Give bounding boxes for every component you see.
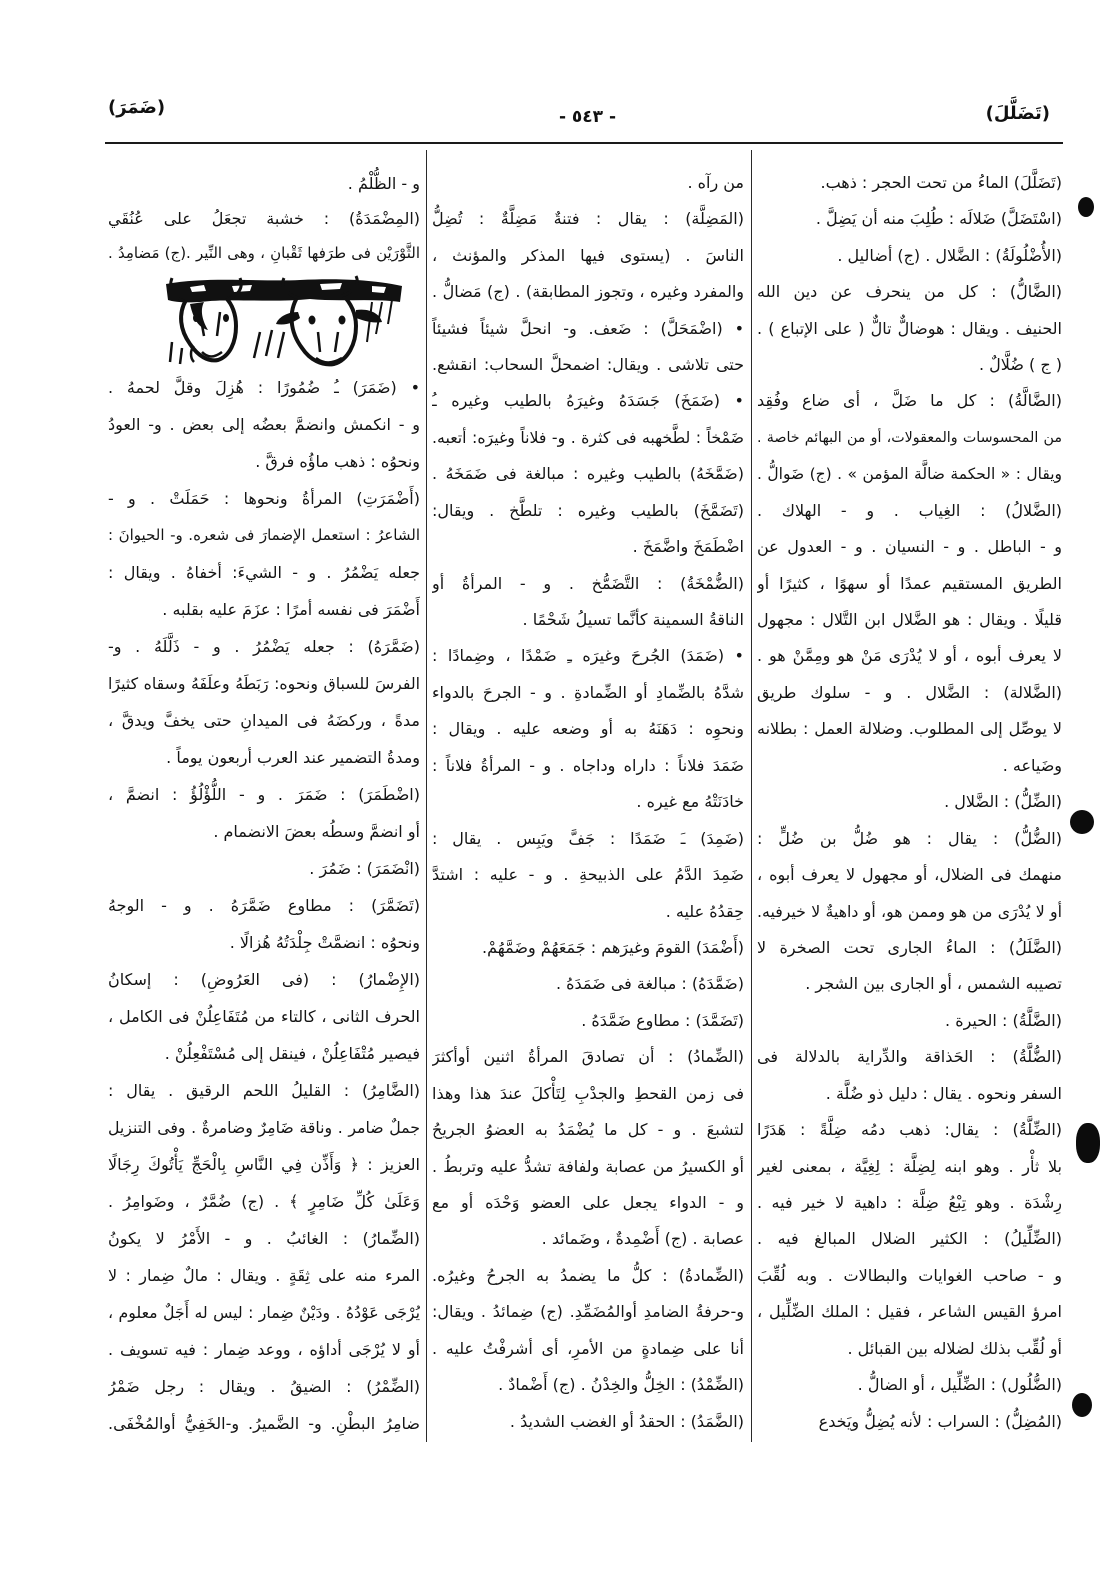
entry-line: (الضِّمادةُ) : كلُّ ما يضمدُ به الجرحُ وغيرُه. (432, 1265, 744, 1285)
entry-line: أو انضمَّ وسطُه بعضَ الانضمام . (213, 821, 420, 841)
entry-line: (تَضَلَّلَ) الماءُ من تحت الحجر : ذهب. (820, 172, 1062, 192)
entry-line: لا يعرف أبوه ، أو لا يُدْرَى مَنْ هو ومِمَّنْ هو . (757, 646, 1062, 666)
entry-line: عصابة . (ج) أَضْمِدةٌ ، وضَمائد . (541, 1229, 744, 1249)
entry-line: (انْضَمَرَ) : ضَمُرَ . (309, 858, 420, 878)
entry-line: (المِضْمَدَةُ) : خشبة تجعَلُ على عُنُقَي (108, 208, 420, 228)
scan-mark (1078, 197, 1094, 217)
entry-line: السفر ونحوه . يقال : دليل ذو ضُلَّة . (825, 1083, 1062, 1103)
entry-line: الناسَ . (يستوى فيها المذكر والمؤنث ، (432, 245, 744, 265)
entry-line: الحنيف . ويقال : هوضالٌّ تالٌّ ( على الإتباع ) . (757, 318, 1062, 338)
entry-line: • (ضَمَدَ) الجُرحَ وغيرَه ـِ ضَمْدًا ، وضِمادًا : (432, 646, 744, 666)
dictionary-entry (757, 1221, 1062, 1367)
entry-line: جعله يَضْمُرُ . و - الشيءَ: أخفاهُ . ويقال : (108, 562, 420, 582)
entry-line: أو الكسيرُ من عصابة ولفافة تشدُّ عليه وتربطُ . (432, 1156, 744, 1176)
yoke-illustration (160, 272, 410, 368)
dictionary-entry (432, 1258, 744, 1367)
entry-line: و-حرفةُ الضامدِ أوالمُضَمِّدِ. (ج) ضِمائدُ . ويقال: (432, 1302, 744, 1322)
entry-line: ( ج ) ضُلَّالٌ . (979, 354, 1062, 374)
dictionary-entry (757, 784, 1062, 820)
entry-line: شدَّهُ بالضِّمادِ أو الضِّمادةِ . و - الجرحَ بالدواء (432, 682, 744, 702)
entry-line: (تَضَمَّخَ) بالطيب وغيره : تلطَّخ . ويقال: (432, 500, 744, 520)
entry-line: (اسْتَضَلَّ) ضَلالَه : طُلِبَ منه أن يَضِلَّ . (815, 209, 1062, 229)
scan-mark (1072, 1393, 1092, 1417)
entry-line: أو لا يُدْرَى من هو وممن هو، أو داهيةٌ لا خيرفيه. (757, 901, 1062, 921)
entry-line: لتشبعَ . و - كل ما يُضْمَدُ به العضوُ الجريحُ (432, 1120, 744, 1140)
guide-word-left: (ضَمَرَ) (108, 97, 166, 118)
entry-line: ونحوِه : دَهَنَهُ به أو وضعه عليه . ويقال : (432, 719, 744, 739)
entry-line: يُرْجَى عَوْدُهُ . ودَيْنٌ ضِمار : ليس له أَجَلٌ معلوم ، (108, 1302, 420, 1322)
entry-line: • (ضَمَخَ) جَسَدَهُ وغيرَهُ بالطيب وغيره ـُ (432, 391, 744, 411)
entry-line: (الضِّلِّيلُ) : الكثير الضلال المبالغ فيه . (757, 1229, 1062, 1249)
entry-line: (الضَّالَّةُ) : كل ما ضَلَّ ، أى ضاع وفُقِد (757, 391, 1062, 411)
entry-line: الثَّوْرَيْن فى طرَفها ثَقْبانِ ، وهى النِّير .(ج) مَضامِدُ . (108, 243, 420, 262)
column-divider-left (426, 150, 427, 1442)
dictionary-entry (108, 1072, 420, 1220)
entry-line: (الضُّلُول) : الضِّلِّيل ، أو الضالُّ . (857, 1375, 1062, 1395)
right-column (757, 165, 1062, 1440)
entry-line: (الضَّلالة) : الضَّلال . و - سلوك طريق (757, 682, 1062, 702)
entry-line: بلا ثأْر . وهو ابنه لِضِلَّة : لِغِيَّة ، بمعنى لغير (757, 1156, 1062, 1176)
dictionary-entry (432, 1367, 744, 1403)
entry-line: أَضْمَرَ فى نفسه أمرًا : عزَمَ عليه بقلبه . (162, 599, 420, 619)
entry-line: (الضِّمارُ) : الغائبُ . و - الأَمْرُ لا يكونُ (108, 1228, 420, 1248)
dictionary-entry (108, 776, 420, 850)
entry-line: الناقةُ السمينة كأنَّما تسيلُ شَحْمًا . (522, 610, 744, 630)
entry-line: الشاعرُ : استعمل الإضمارَ فى شعره. و- الحيوانَ : (108, 525, 420, 544)
entry-line: الفرسَ للسباق ونحوه: رَبَطَهُ وعلَفَهُ وسقاه كثيرًا (108, 673, 420, 693)
dictionary-entry (108, 1220, 420, 1368)
entry-line: ومدةُ التضمير عند العرب أربعون يوماً . (166, 747, 420, 767)
dictionary-entry (432, 566, 744, 639)
entry-line: المرء منه على ثِقَةٍ . ويقال : مالٌ ضِمار : لا (108, 1265, 420, 1285)
dictionary-entry (432, 821, 744, 930)
entry-line: فى زمن القحطِ والجدْبِ لِتَأْكلَ عندَ هذا وهذا (432, 1083, 744, 1103)
entry-line: • (اضْمَحَلَّ) : ضَعف. و- انحلَّ شيئاً فشيئاً (432, 318, 744, 338)
dictionary-entry (432, 1039, 744, 1258)
entry-line: ضَمِدَ الدَّمُ على الذبيحةِ . و - عليه : اشتدَّ (432, 865, 744, 885)
entry-line: من المحسوسات والمعقولات، أو من البهائم خاصة . (757, 429, 1062, 446)
dictionary-entry (757, 493, 1062, 675)
dictionary-entry (108, 369, 420, 480)
entry-line: أو لُقِّب بذلك لضلاله بين القبائل . (847, 1338, 1062, 1358)
entry-line: و - الباطل . و - النسيان . و - العدول عن (757, 537, 1062, 557)
dictionary-entry (757, 1112, 1062, 1221)
entry-line: (الضِّمْرُ) : الضيقُ . ويقال : رجل ضَمْرُ (108, 1376, 420, 1396)
entry-line: وضَياعه . (1002, 755, 1062, 775)
dictionary-entry (108, 166, 420, 201)
entry-line: (الضِّمادُ) : أن تصادقَ المرأةُ اثنين أوأكثرَ (432, 1047, 744, 1067)
entry-line: (الضَّلَّةُ) : الحيرة . (945, 1010, 1062, 1030)
entry-line: رِشْدَة . وهو تِبْعُ ضِلَّة : داهية لا خير فيه . (757, 1193, 1062, 1213)
scan-mark (1070, 810, 1094, 834)
entry-line: و - الدواء يجعل على العضو وَحْدَه أو مع (432, 1193, 744, 1213)
entry-line: (الضِّلُّ) : الضَّلال . (944, 792, 1062, 812)
entry-line: (الضَّمَدُ) : الحقدُ أو الغضب الشديدُ . (509, 1411, 744, 1431)
entry-line: ضامِرُ البطْنِ. و- الضَّميرُ. و-الخَفِيُّ أوالمُخْفَى. (108, 1413, 420, 1433)
left-column-bottom (108, 369, 420, 1442)
entry-line: (الأُضْلُولَةُ) : الضَّلال . (ج) أضاليل . (837, 245, 1062, 265)
entry-line: (ضَمِدَ) ـَ ضَمَدًا : جَفَّ ويَبِس . يقال : (432, 828, 744, 848)
entry-line: (المُضِلُّ) : السراب : لأنه يُضِلُّ ويَخدع (818, 1411, 1062, 1431)
entry-line: أو لا يُرْجَى أداؤه ، ووعد ضِمار : فيه تسويف . (108, 1339, 420, 1359)
middle-column (432, 165, 744, 1440)
entry-line: (الضُّلَّةُ) : الحَذاقة والدِّراية بالدلالة فى (757, 1047, 1062, 1067)
dictionary-entry (432, 165, 744, 201)
entry-line: و - الظُّلْمُ . (347, 173, 420, 193)
entry-line: (الضُّمْخَةُ) : التَّضَمُّخ . و - المرأةُ أو (432, 573, 744, 593)
dictionary-entry (757, 1367, 1062, 1403)
entry-line: (الضَّلَلُ) : الماءُ الجارى تحت الصخرة لا (757, 937, 1062, 957)
entry-line: جملٌ ضامر . وناقة ضَامِرٌ وضامرةٌ . وفى التنزيل (108, 1117, 420, 1137)
entry-line: و - صاحب الغوايات والبطالات . وبه لُقِّبَ (757, 1265, 1062, 1285)
entry-line: خادَنَتْهُ مع غيره . (636, 792, 744, 812)
entry-line: (الضَّامِرُ) : القليلُ اللحم الرقيق . يقال : (108, 1080, 420, 1100)
entry-line: منهمك فى الضلال، أو مجهول لا يعرف أبوه ، (757, 865, 1062, 885)
entry-line: اضْطَمَخَ واضَّمَخَ . (632, 537, 744, 557)
dictionary-entry (432, 311, 744, 384)
dictionary-entry (757, 930, 1062, 1003)
dictionary-entry (108, 1368, 420, 1442)
entry-line: (الضَّلالُ) : الغِياب . و - الهلاك . (757, 500, 1062, 520)
entry-line: امرؤ القيس الشاعر ، فقيل : الملك الضِّلِّيل ، (757, 1302, 1062, 1322)
guide-word-right: (تَضَلَّلَ) (985, 103, 1050, 124)
dictionary-entry (108, 887, 420, 961)
entry-line: حِقدُهُ عليه . (665, 901, 744, 921)
dictionary-entry (432, 1404, 744, 1440)
entry-line: ويقال : « الحكمة ضالَّة المؤمن » . (ج) ضَوالُّ . (757, 465, 1062, 484)
dictionary-entry (757, 165, 1062, 201)
entry-line: ضَمَدَ فلاناً : داراه وداجاه . و - المرأةُ فلاناً : (432, 755, 744, 775)
header-rule (105, 142, 1063, 144)
dictionary-entry (432, 930, 744, 966)
entry-line: والمفرد وغيره ، وتجوز المطابقة) . (ج) مَضالُّ . (432, 282, 744, 302)
entry-line: وَعَلَىٰ كُلِّ ضَامِرٍ ﴾ . (ج) ضُمَّرٌ ، وضَوامِرُ . (108, 1191, 420, 1211)
dictionary-entry (757, 383, 1062, 492)
entry-line: مدةً ، وركضَهُ فى الميدانِ حتى يخفَّ ويدقَّ ، (108, 710, 420, 730)
entry-line: و - انكمش وانضمَّ بعضُه إلى بعض . و- العودُ (108, 414, 420, 434)
entry-line: (اضْطَمَرَ) : ضَمَرَ . و - اللُّؤْلُؤُ : انضمَّ ، (108, 784, 420, 804)
entry-line: (الضِّلَّةُ) : يقال: ذهب دمُه ضِلَّةً : هَدَرًا (757, 1120, 1062, 1140)
entry-line: (الإِضْمارُ) : (فى العَرُوضِ) : إسكانُ (108, 969, 420, 989)
entry-line: ضَمْخاً : لطَّخهبه فى كثرة . و- فلاناً وغيرَه: أتعبه. (432, 427, 744, 447)
entry-line: قليلًا . ويقال : هو الضَّلال ابن التَّلال : مجهول (757, 610, 1062, 630)
dictionary-entry (432, 456, 744, 492)
dictionary-entry (108, 628, 420, 776)
dictionary-entry (108, 480, 420, 628)
entry-line: الحرف الثانى ، كالتاء من مُتَفَاعِلُنْ فى الكامل ، (108, 1006, 420, 1026)
entry-line: (ضَمَّدَهُ) : مبالغة فى ضَمَدَهُ . (555, 974, 744, 994)
entry-line: (الضِّمْدُ) : الخِلُّ والخِدْنُ . (ج) أَضْمادٌ . (498, 1375, 744, 1395)
dictionary-entry (757, 675, 1062, 784)
entry-line: حتى تلاشى . ويقال: اضمحلَّ السحاب: انقشع. (432, 354, 744, 374)
entry-line: (أَضْمَدَ) القومَ وغيرَهم : جَمَعَهُمْ وضَمَّهُمْ. (482, 937, 744, 957)
dictionary-entry (757, 238, 1062, 274)
left-column-top (108, 166, 420, 271)
dictionary-entry (757, 1003, 1062, 1039)
entry-line: الطريق المستقيم عمدًا أو سهوًا ، كثيرًا أو (757, 573, 1062, 593)
dictionary-entry (757, 1039, 1062, 1112)
entry-line: (تَضَمَّدَ) : مطاوع ضَمَّدَهُ . (581, 1010, 744, 1030)
entry-line: العزيز : ﴿ وَأَذِّن فِي النَّاسِ بِالْحَجِّ يَأْتُوكَ رِجَالًا (108, 1154, 420, 1174)
dictionary-entry (757, 201, 1062, 237)
dictionary-entry (108, 961, 420, 1072)
entry-line: • (ضَمَرَ) ـُ ضُمُورًا : هُزِلَ وقلَّ لحمهُ . (108, 377, 420, 397)
scan-mark (1076, 1123, 1100, 1163)
dictionary-entry (432, 638, 744, 820)
entry-line: فيصير مُتْفَاعِلُنْ ، فينقل إلى مُسْتَفْعِلُنْ . (164, 1043, 420, 1063)
dictionary-entry (432, 383, 744, 456)
entry-line: ونحوُه : ذهب ماؤُه فرقَّ . (255, 451, 420, 471)
entry-line: (تَضَمَّرَ) : مطاوع ضَمَّرَهُ . و - الوجهُ (108, 895, 420, 915)
page-number: - ٥٤٣ - (558, 107, 617, 127)
dictionary-entry (432, 966, 744, 1002)
dictionary-entry (432, 493, 744, 566)
entry-line: أنا على ضِمادةٍ من الأمرِ، أى أشرفْتُ عليه . (432, 1338, 744, 1358)
entry-line: (الضَّالُّ) : كل من ينحرف عن دين الله (757, 282, 1062, 302)
entry-line: ونحوُه : انضمَّتْ جِلْدَتُهُ هُزالًا . (229, 932, 420, 952)
entry-line: (أَضْمَرَتِ) المرأةُ ونحوها : حَمَلَتْ . و - (108, 488, 420, 508)
dictionary-entry (432, 1003, 744, 1039)
dictionary-entry (757, 1404, 1062, 1440)
entry-line: (ضَمَّخَهُ) بالطيب وغيره : مبالغة فى ضَمَخَهُ . (432, 464, 744, 484)
dictionary-entry (432, 201, 744, 310)
entry-line: من رآه . (687, 172, 744, 192)
dictionary-entry (757, 274, 1062, 383)
column-divider-right (751, 150, 752, 1442)
dictionary-entry (108, 201, 420, 271)
entry-line: تصيبه الشمس ، أو الجارى بين الشجر . (805, 974, 1062, 994)
dictionary-entry (108, 850, 420, 887)
dictionary-entry (757, 821, 1062, 930)
entry-line: (ضَمَّرَهُ) : جعله يَضْمُرُ . و - ذَلَّلَهُ . و- (108, 636, 420, 656)
entry-line: (المَضِلَّة) : يقال : فتنةٌ مَضِلَّةٌ : تُضِلُّ (432, 209, 744, 229)
entry-line: (الضُّلُّ) : يقال : هو ضُلُّ بن ضُلٍّ : (757, 828, 1062, 848)
entry-line: لا يوصِّل إلى المطلوب. وضلالة العمل : بطلانه (757, 719, 1062, 739)
